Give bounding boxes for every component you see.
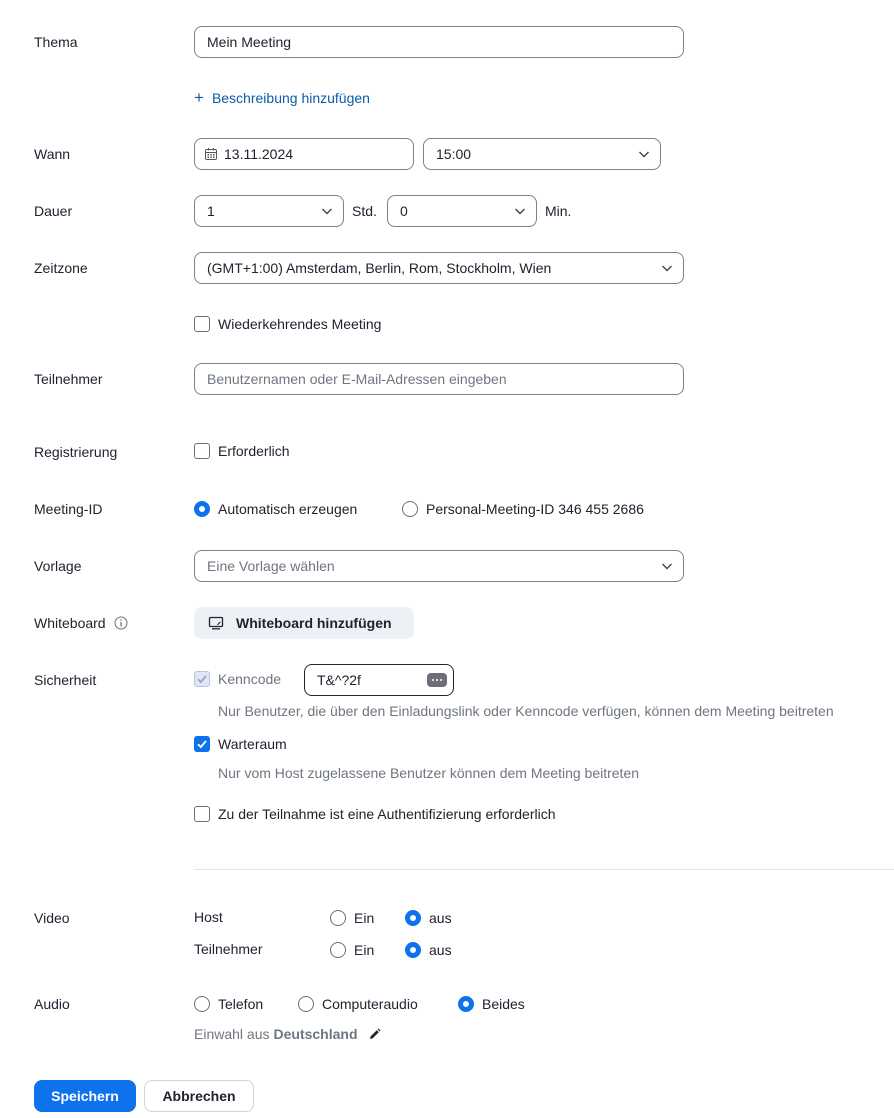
attendees-placeholder: Benutzernamen oder E-Mail-Adressen eingeben — [207, 371, 507, 387]
video-host-off-radio[interactable] — [405, 910, 421, 926]
meeting-id-auto-radio[interactable] — [194, 501, 210, 517]
calendar-icon — [204, 147, 218, 161]
passcode-help: Nur Benutzer, die über den Einladungslink oder Kenncode verfügen, können dem Meeting beitreten — [218, 703, 834, 719]
duration-hours-select[interactable] — [194, 195, 344, 227]
audio-computer-radio[interactable] — [298, 996, 314, 1012]
registration-checkbox[interactable] — [194, 443, 210, 459]
authentication-label: Zu der Teilnahme ist eine Authentifizierung erforderlich — [218, 806, 556, 822]
attendees-label: Teilnehmer — [34, 371, 103, 387]
duration-minutes-select[interactable] — [387, 195, 537, 227]
chevron-down-icon — [661, 262, 673, 274]
template-select[interactable] — [194, 550, 684, 582]
waiting-room-help: Nur vom Host zugelassene Benutzer können dem Meeting beitreten — [218, 765, 640, 781]
audio-both-radio[interactable] — [458, 996, 474, 1012]
duration-hours-unit: Std. — [352, 203, 377, 219]
add-description-link[interactable] — [194, 89, 370, 107]
audio-phone-radio[interactable] — [194, 996, 210, 1012]
topic-label: Thema — [34, 34, 78, 50]
audio-label: Audio — [34, 996, 70, 1012]
passcode-label: Kenncode — [218, 671, 282, 687]
whiteboard-icon — [208, 616, 224, 630]
waiting-room-checkbox[interactable] — [194, 736, 210, 752]
audio-phone-label: Telefon — [218, 996, 264, 1012]
dial-in-info — [194, 1025, 381, 1043]
topic-input-value: Mein Meeting — [207, 34, 292, 50]
whiteboard-label — [34, 614, 128, 632]
waiting-room-label: Warteraum — [218, 736, 287, 752]
info-icon[interactable] — [114, 616, 128, 630]
video-label: Video — [34, 910, 70, 926]
meeting-id-personal-radio[interactable] — [402, 501, 418, 517]
add-description-label: Beschreibung hinzufügen — [211, 90, 370, 106]
whiteboard-label-text: Whiteboard — [34, 615, 106, 631]
dial-in-country: Deutschland — [273, 1026, 358, 1042]
video-participants-on-radio[interactable] — [330, 942, 346, 958]
chevron-down-icon — [514, 205, 526, 217]
plus-icon: + — [194, 88, 204, 107]
date-picker[interactable] — [194, 138, 414, 170]
video-host-on-radio[interactable] — [330, 910, 346, 926]
chevron-down-icon — [321, 205, 333, 217]
add-whiteboard-button[interactable] — [194, 607, 414, 639]
timezone-value: (GMT+1:00) Amsterdam, Berlin, Rom, Stockholm, Wien — [207, 260, 552, 276]
attendees-input[interactable] — [194, 363, 684, 395]
recurring-label: Wiederkehrendes Meeting — [218, 316, 382, 332]
video-participants-off-label: aus — [429, 942, 452, 958]
cancel-button[interactable]: Abbrechen — [144, 1080, 254, 1112]
video-host-off-label: aus — [429, 910, 452, 926]
duration-minutes-value: 0 — [400, 203, 408, 219]
meeting-id-label: Meeting-ID — [34, 501, 103, 517]
template-label: Vorlage — [34, 558, 82, 574]
video-participants-label: Teilnehmer — [194, 941, 263, 957]
section-divider — [194, 869, 894, 870]
passcode-options-icon[interactable] — [427, 673, 447, 687]
duration-hours-value: 1 — [207, 203, 215, 219]
meeting-id-personal-label: Personal-Meeting-ID 346 455 2686 — [426, 501, 644, 517]
video-host-label: Host — [194, 909, 223, 925]
authentication-checkbox[interactable] — [194, 806, 210, 822]
dial-in-prefix: Einwahl aus — [194, 1026, 270, 1042]
passcode-checkbox — [194, 671, 210, 687]
time-value: 15:00 — [436, 146, 472, 162]
chevron-down-icon — [638, 148, 650, 160]
add-whiteboard-label: Whiteboard hinzufügen — [236, 615, 392, 631]
date-value: 13.11.2024 — [224, 146, 294, 162]
video-host-on-label: Ein — [354, 910, 375, 926]
edit-pencil-icon[interactable] — [368, 1028, 381, 1041]
duration-label: Dauer — [34, 203, 73, 219]
security-label: Sicherheit — [34, 672, 97, 688]
audio-both-label: Beides — [482, 996, 525, 1012]
recurring-checkbox[interactable] — [194, 316, 210, 332]
video-participants-on-label: Ein — [354, 942, 375, 958]
topic-input[interactable] — [194, 26, 684, 58]
audio-computer-label: Computeraudio — [322, 996, 418, 1012]
meeting-id-auto-label: Automatisch erzeugen — [218, 501, 358, 517]
duration-minutes-unit: Min. — [545, 203, 572, 219]
template-placeholder: Eine Vorlage wählen — [207, 558, 335, 574]
chevron-down-icon — [661, 560, 673, 572]
passcode-input[interactable] — [304, 664, 454, 696]
check-icon — [196, 738, 208, 750]
video-participants-off-radio[interactable] — [405, 942, 421, 958]
timezone-label: Zeitzone — [34, 260, 88, 276]
time-select[interactable] — [423, 138, 661, 170]
passcode-value: T&^?2f — [317, 672, 361, 688]
when-label: Wann — [34, 146, 71, 162]
save-button[interactable]: Speichern — [34, 1080, 136, 1112]
timezone-select[interactable] — [194, 252, 684, 284]
check-icon — [196, 673, 208, 685]
registration-label: Registrierung — [34, 444, 118, 460]
registration-option-label: Erforderlich — [218, 443, 290, 459]
